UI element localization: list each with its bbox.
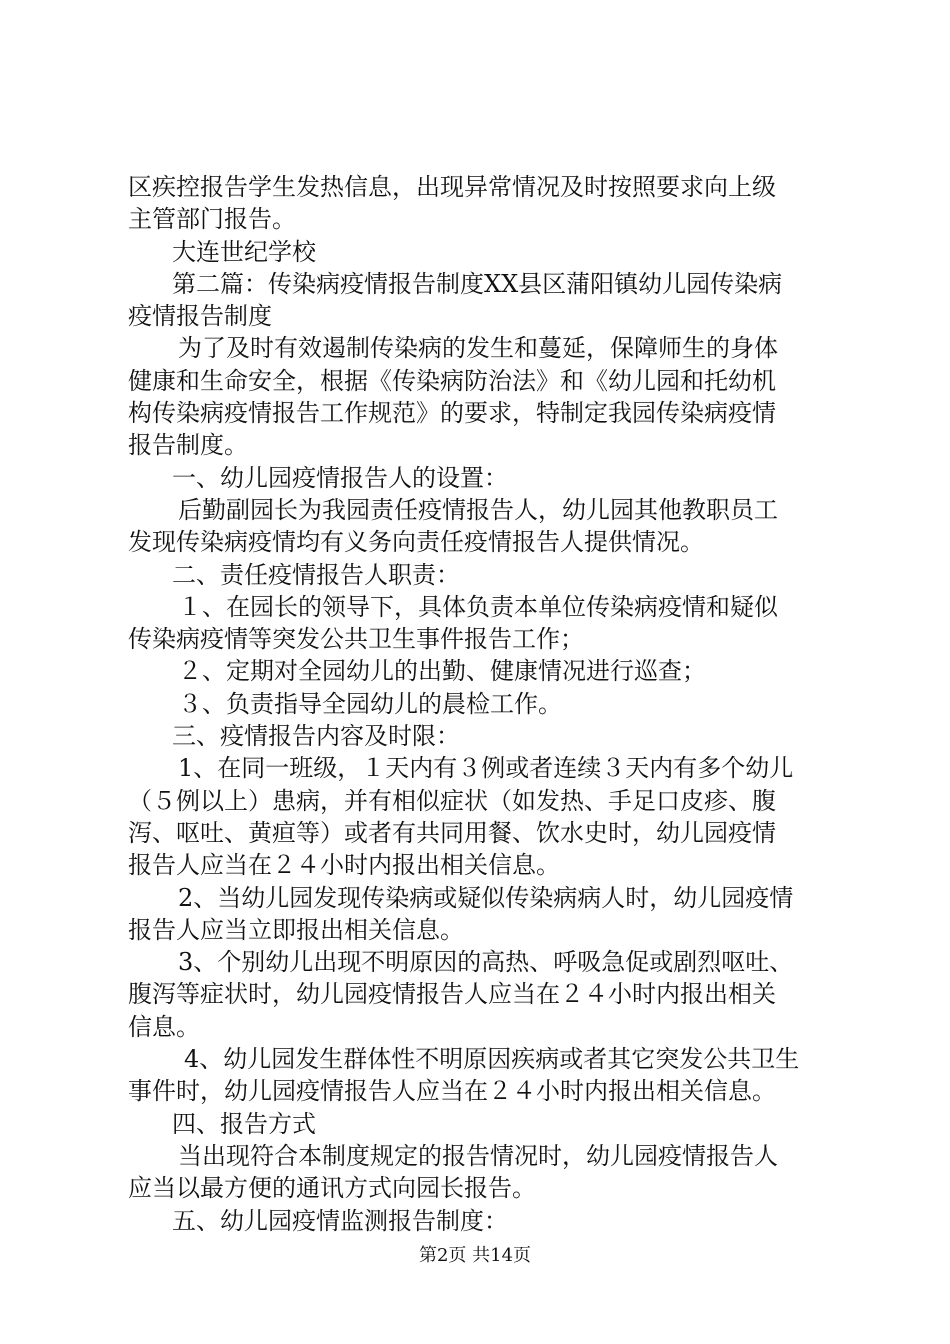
text-line: 2、当幼儿园发现传染病或疑似传染病病人时，幼儿园疫情 [178, 883, 794, 912]
section-heading: 一、幼儿园疫情报告人的设置： [172, 463, 508, 492]
text-line: ２、定期对全园幼儿的出勤、健康情况进行巡查； [178, 657, 706, 686]
text-line: 后勤副园长为我园责任疫情报告人，幼儿园其他教职员工 [178, 495, 778, 524]
text-line: 4、幼儿园发生群体性不明原因疾病或者其它突发公共卫生 [184, 1045, 800, 1074]
text-line: １、在园长的领导下，具体负责本单位传染病疫情和疑似 [178, 592, 778, 621]
document-body [128, 171, 828, 1237]
text-line: 为了及时有效遏制传染病的发生和蔓延，保障师生的身体 [178, 334, 778, 363]
text-line: 构传染病疫情报告工作规范》的要求，特制定我园传染病疫情 [128, 399, 776, 428]
section-heading: 四、报告方式 [172, 1109, 316, 1138]
section-heading: 第二篇：传染病疫情报告制度XX县区蒲阳镇幼儿园传染病 [172, 269, 783, 298]
text-line: 疫情报告制度 [128, 302, 272, 331]
text-line: 应当以最方便的通讯方式向园长报告。 [128, 1174, 536, 1203]
text-line: 区疾控报告学生发热信息，出现异常情况及时按照要求向上级 [128, 173, 776, 201]
text-line: 泻、呕吐、黄疸等）或者有共同用餐、饮水史时，幼儿园疫情 [128, 818, 776, 847]
page-footer: 第2页 共14页 [418, 1245, 532, 1266]
text-line: 主管部门报告。 [128, 205, 296, 234]
text-line: 当出现符合本制度规定的报告情况时，幼儿园疫情报告人 [178, 1141, 778, 1170]
text-line: 报告人应当立即报出相关信息。 [128, 915, 464, 944]
text-line: （５例以上）患病，并有相似症状（如发热、手足口皮疹、腹 [128, 786, 776, 815]
text-line: 3、个别幼儿出现不明原因的高热、呼吸急促或剧烈呕吐、 [178, 948, 794, 977]
text-line: 传染病疫情等突发公共卫生事件报告工作； [128, 625, 584, 654]
text-line: 腹泻等症状时，幼儿园疫情报告人应当在２４小时内报出相关 [128, 980, 776, 1009]
text-line: 报告人应当在２４小时内报出相关信息。 [128, 851, 560, 880]
text-line: ３、负责指导全园幼儿的晨检工作。 [178, 689, 562, 718]
text-line: 大连世纪学校 [172, 237, 316, 266]
text-line: 报告制度。 [128, 431, 248, 460]
text-line: 信息。 [128, 1012, 200, 1041]
text-line: 1、在同一班级，１天内有３例或者连续３天内有多个幼儿 [178, 754, 794, 783]
section-heading: 三、疫情报告内容及时限： [172, 722, 460, 751]
text-line: 发现传染病疫情均有义务向责任疫情报告人提供情况。 [128, 528, 704, 557]
text-line: 健康和生命安全，根据《传染病防治法》和《幼儿园和托幼机 [128, 366, 776, 395]
section-heading: 五、幼儿园疫情监测报告制度： [172, 1206, 508, 1235]
section-heading: 二、责任疫情报告人职责： [172, 560, 460, 589]
text-line: 事件时，幼儿园疫情报告人应当在２４小时内报出相关信息。 [128, 1077, 776, 1106]
